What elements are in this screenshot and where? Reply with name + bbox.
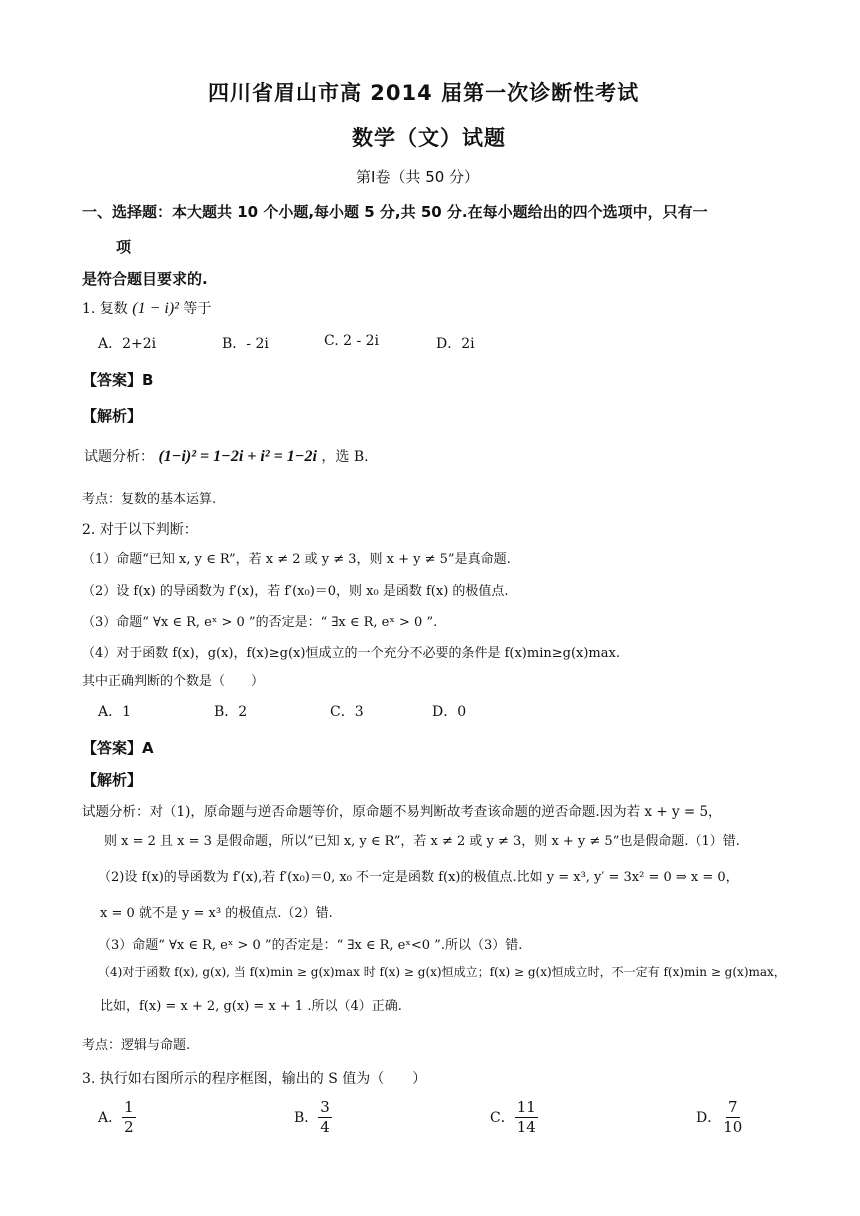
q3-option-c (490, 1098, 538, 1137)
q1-kaodian: 考点：复数的基本运算. (82, 492, 217, 507)
q2-analysis-line-5: （3）命题“ ∀x ∈ R, eˣ > 0 ”的否定是：“ ∃x ∈ R, eˣ<0 ”.所以（3）错. (98, 938, 523, 953)
q3-option-b (294, 1098, 332, 1137)
q2-analysis-line-7: 比如，f(x) = x + 2, g(x) = x + 1 .所以（4）正确. (100, 999, 402, 1014)
q2-count-question: 其中正确判断的个数是（ ） (82, 674, 265, 689)
q1-analysis-suffix: ，选 B. (321, 449, 369, 465)
q1-analysis (84, 446, 369, 466)
q3-option-b-fraction (318, 1098, 332, 1137)
q2-option-a: A．1 (98, 704, 132, 720)
q1-option-c: C. 2 - 2i (324, 333, 380, 349)
question-1-stem (82, 298, 211, 318)
q2-analysis-line-6: （4)对于函数 f(x), g(x), 当 f(x)min ≥ g(x)max 时 f(x) ≥ g(x)恒成立；f(x) ≥ g(x)恒成立时，不一定有 f(x)min ≥ g(x)max， (98, 965, 786, 979)
q2-analysis-line-3: （2)设 f(x)的导函数为 f′(x),若 f′(x₀)＝0, x₀ 不一定是函数 f(x)的极值点.比如 y = x³, y′ = 3x² = 0 ⇒ x = 0， (98, 870, 739, 885)
q1-stem-prefix: 1. 复数 (82, 301, 128, 317)
q3-option-d-fraction (721, 1098, 744, 1137)
q2-option-d: D．0 (432, 704, 467, 720)
q3-option-a-fraction (122, 1098, 136, 1137)
q3-option-c-den: 14 (516, 1117, 536, 1136)
q3-option-d-label: D． (696, 1110, 722, 1127)
q3-option-b-num: 3 (320, 1098, 330, 1116)
q1-option-a: A．2+2i (98, 336, 157, 352)
q2-item-1: （1）命题“已知 x, y ∈ R”，若 x ≠ 2 或 y ≠ 3，则 x + y ≠ 5”是真命题. (82, 552, 511, 567)
question-3-stem: 3. 执行如右图所示的程序框图，输出的 S 值为（ ） (82, 1071, 427, 1087)
q2-item-4: （4）对于函数 f(x)，g(x)，f(x)≥g(x)恒成立的一个充分不必要的条件是 f(x)min≥g(x)max. (82, 646, 620, 661)
q3-option-b-den: 4 (320, 1117, 330, 1136)
q2-analysis-label: 【解析】 (82, 771, 143, 789)
q1-answer: 【答案】B (82, 371, 154, 389)
q1-stem-expr: (1 − i)² (132, 300, 179, 317)
q3-option-c-num: 11 (516, 1098, 536, 1116)
q2-option-c: C．3 (330, 704, 364, 720)
q1-analysis-label: 【解析】 (82, 407, 143, 425)
q3-option-a (98, 1098, 136, 1137)
q3-option-a-label: A． (98, 1110, 123, 1127)
q2-item-2: （2）设 f(x) 的导函数为 f′(x)，若 f′(x₀)＝0，则 x₀ 是函数 f(x) 的极值点. (82, 584, 509, 599)
q2-answer: 【答案】A (82, 739, 154, 757)
q2-analysis-line-1: 试题分析：对（1)，原命题与逆否命题等价，原命题不易判断故考查该命题的逆否命题.因为若 x + y = 5， (82, 804, 722, 820)
q2-item-3: （3）命题“ ∀x ∈ R, eˣ > 0 ”的否定是：“ ∃x ∈ R, eˣ > 0 ”. (82, 615, 438, 630)
q1-analysis-prefix: 试题分析： (84, 449, 154, 465)
q2-kaodian: 考点：逻辑与命题. (82, 1038, 191, 1053)
q2-analysis-line-2: 则 x = 2 且 x = 3 是假命题，所以“已知 x, y ∈ R”，若 x ≠ 2 或 y ≠ 3，则 x + y ≠ 5”也是假命题.（1）错. (104, 834, 740, 849)
q3-option-a-num: 1 (124, 1098, 134, 1116)
q3-option-d-den: 10 (723, 1117, 743, 1136)
q2-option-b: B．2 (214, 704, 248, 720)
q2-analysis-line-4: x = 0 就不是 y = x³ 的极值点.（2）错. (100, 906, 333, 921)
section-heading: 一、选择题：本大题共 10 个小题,每小题 5 分,共 50 分.在每小题给出的四个选项中，只有一 (82, 203, 708, 221)
page-title: 四川省眉山市高 2014 届第一次诊断性考试 (208, 81, 640, 105)
q3-option-c-label: C． (490, 1110, 515, 1127)
section-heading-cont: 项 (116, 238, 132, 256)
page-subtitle: 数学（文）试题 (352, 126, 506, 150)
q3-option-b-label: B． (294, 1110, 319, 1127)
q3-option-c-fraction (515, 1098, 538, 1137)
volume-label: 第Ⅰ卷（共 50 分） (356, 168, 480, 186)
question-2-stem: 2. 对于以下判断： (82, 522, 198, 538)
q1-analysis-expr: (1−i)² = 1−2i + i² = 1−2i (158, 448, 317, 465)
q1-option-b: B．- 2i (222, 336, 269, 352)
q3-option-a-den: 2 (124, 1117, 134, 1136)
q3-option-d (696, 1098, 744, 1137)
q1-option-d: D．2i (436, 336, 475, 352)
q3-option-d-num: 7 (728, 1098, 738, 1116)
q1-stem-suffix: 等于 (183, 301, 212, 317)
section-heading-end: 是符合题目要求的. (82, 270, 208, 288)
